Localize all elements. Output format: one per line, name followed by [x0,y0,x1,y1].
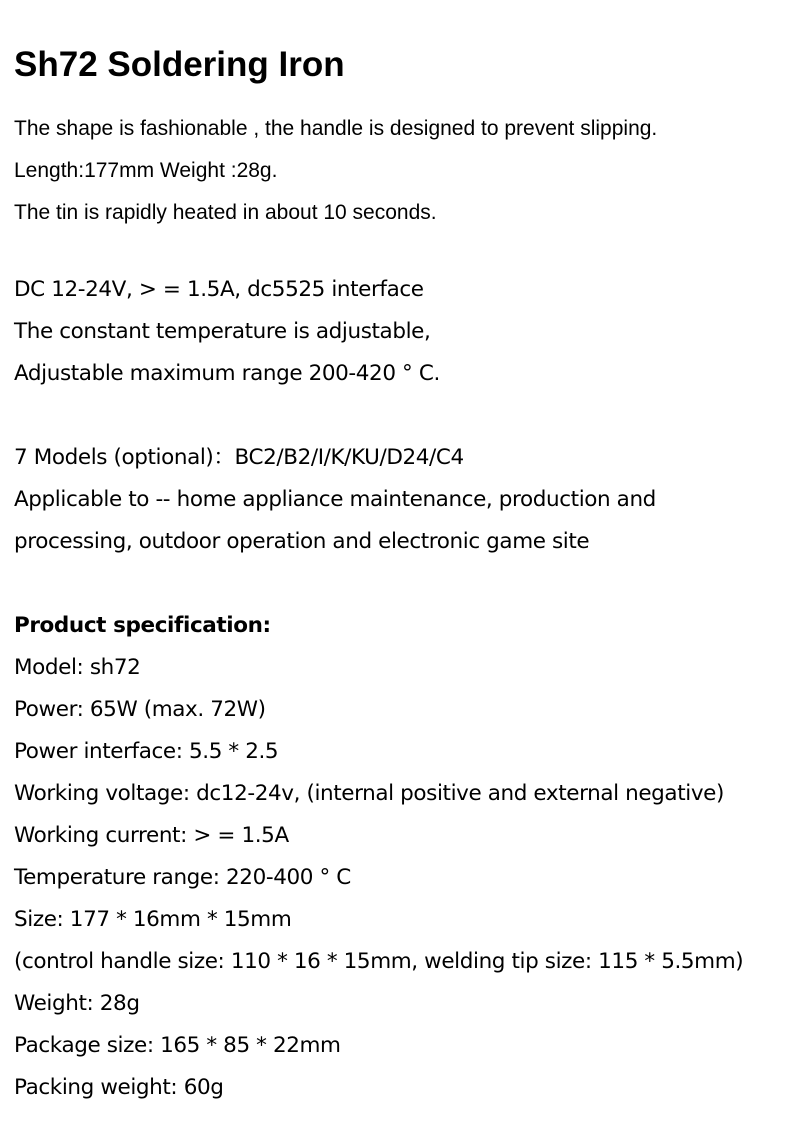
applicable-line-1: Applicable to -- home appliance maintenance, production and [14,487,656,512]
models-section [14,437,656,563]
intro-line-heating: The tin is rapidly heated in about 10 seconds. [14,201,437,224]
spec-working-voltage: Working voltage: dc12-24v, (internal positive and external negative) [14,781,724,806]
spec-weight: Weight: 28g [14,991,140,1016]
spec-model: Model: sh72 [14,655,141,680]
spec-package-size: Package size: 165 * 85 * 22mm [14,1033,341,1058]
spec-working-current: Working current: > = 1.5A [14,823,289,848]
spec-packing-weight: Packing weight: 60g [14,1075,224,1100]
spec-component-sizes: (control handle size: 110 * 16 * 15mm, welding tip size: 115 * 5.5mm) [14,949,744,974]
intro-line-shape: The shape is fashionable , the handle is designed to prevent slipping. [14,117,658,140]
spec-heading: Product specification: [14,613,271,638]
electrical-line-range: Adjustable maximum range 200-420 ° C. [14,361,440,386]
spec-size: Size: 177 * 16mm * 15mm [14,907,292,932]
intro-line-dimensions: Length:177mm Weight :28g. [14,159,278,182]
intro-section [14,108,657,234]
specification-section [14,605,743,1109]
electrical-section [14,269,440,395]
spec-power-interface: Power interface: 5.5 * 2.5 [14,739,279,764]
spec-temperature-range: Temperature range: 220-400 ° C [14,865,351,890]
applicable-line-2: processing, outdoor operation and electronic game site [14,529,590,554]
spec-power: Power: 65W (max. 72W) [14,697,266,722]
electrical-line-temperature: The constant temperature is adjustable, [14,319,431,344]
page-title: Sh72 Soldering Iron [14,45,345,84]
electrical-line-power: DC 12-24V, > = 1.5A, dc5525 interface [14,277,424,302]
models-line: 7 Models (optional)：BC2/B2/I/K/KU/D24/C4 [14,445,464,470]
